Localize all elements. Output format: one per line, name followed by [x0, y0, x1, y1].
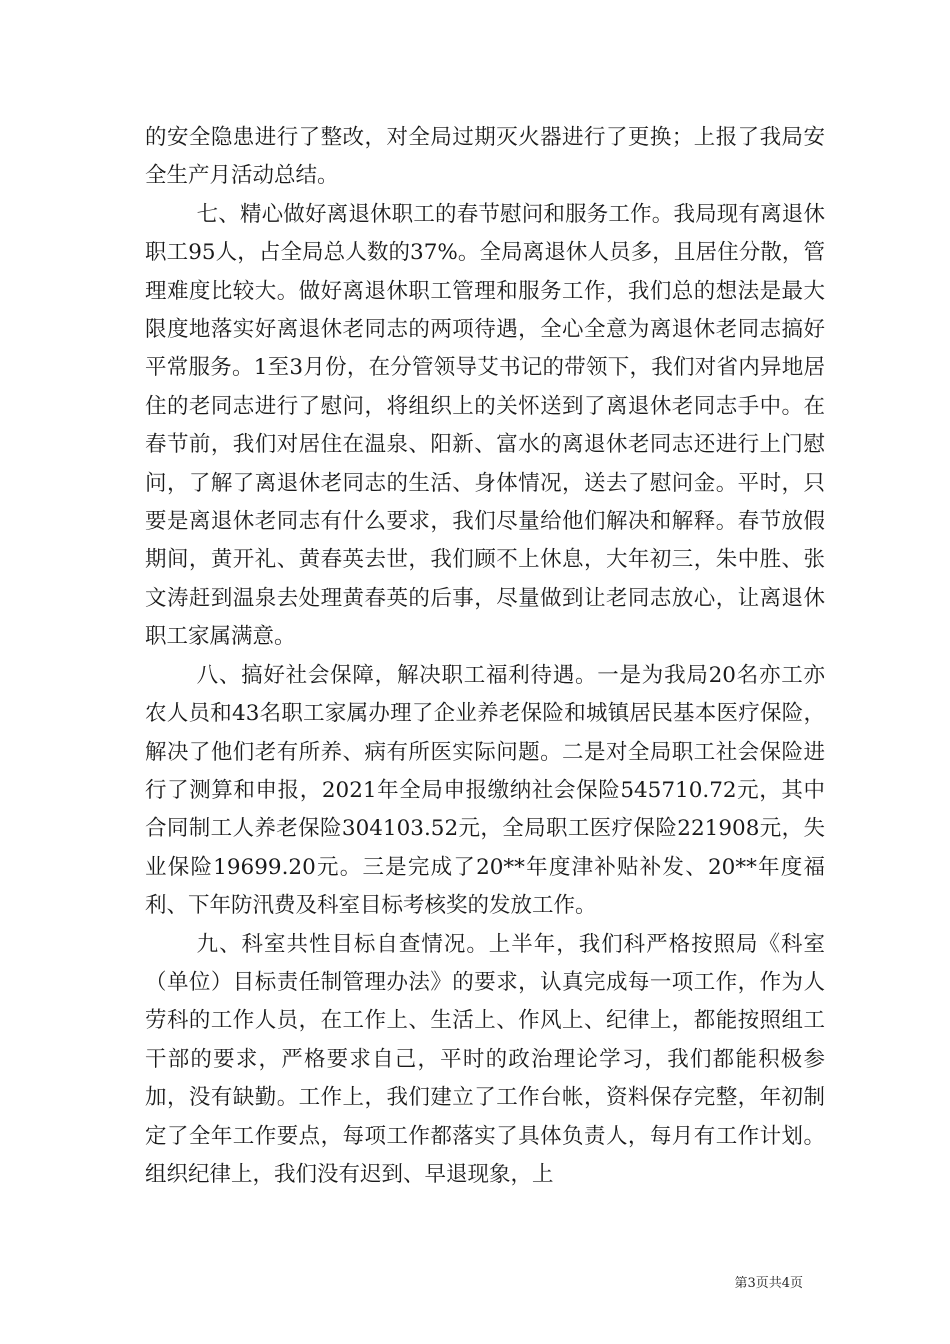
document-body: [145, 119, 825, 1194]
paragraph-section-7: 七、精心做好离退休职工的春节慰问和服务工作。我局现有离退休职工95人，占全局总人数的37%。全局离退休人员多，且居住分散，管理难度比较大。做好离退休职工管理和服务工作，我们总的想法是最大限度地落实好离退休老同志的两项待遇，全心全意为离退休老同志搞好平常服务。1至3月份，在分管领导艾书记的带领下，我们对省内异地居住的老同志进行了慰问，将组织上的关怀送到了离退休老同志手中。在春节前，我们对居住在温泉、阳新、富水的离退休老同志还进行上门慰问，了解了离退休老同志的生活、身体情况，送去了慰问金。平时，只要是离退休老同志有什么要求，我们尽量给他们解决和解释。春节放假期间，黄开礼、黄春英去世，我们顾不上休息，大年初三，朱中胜、张文涛赶到温泉去处理黄春英的后事，尽量做到让老同志放心，让离退休职工家属满意。: [145, 201, 825, 650]
page-number-footer: 第3页共4页: [734, 1276, 803, 1291]
paragraph-section-8: 八、搞好社会保障，解决职工福利待遇。一是为我局20名亦工亦农人员和43名职工家属办理了企业养老保险和城镇居民基本医疗保险，解决了他们老有所养、病有所医实际问题。二是对全局职工社会保险进行了测算和申报，2021年全局申报缴纳社会保险545710.72元，其中合同制工人养老保险304103.52元，全局职工医疗保险221908元，失业保险19699.20元。三是完成了20**年度津补贴补发、20**年度福利、下年防汛费及科室目标考核奖的发放工作。: [145, 662, 825, 919]
paragraph-continuation: 的安全隐患进行了整改，对全局过期灭火器进行了更换；上报了我局安全生产月活动总结。: [145, 125, 825, 189]
paragraph-section-9: 九、科室共性目标自查情况。上半年，我们科严格按照局《科室（单位）目标责任制管理办法》的要求，认真完成每一项工作，作为人劳科的工作人员，在工作上、生活上、作风上、纪律上，都能按照组工干部的要求，严格要求自己，平时的政治理论学习，我们都能积极参加，没有缺勤。工作上，我们建立了工作台帐，资料保存完整，年初制定了全年工作要点，每项工作都落实了具体负责人，每月有工作计划。组织纪律上，我们没有迟到、早退现象，上: [145, 931, 825, 1187]
